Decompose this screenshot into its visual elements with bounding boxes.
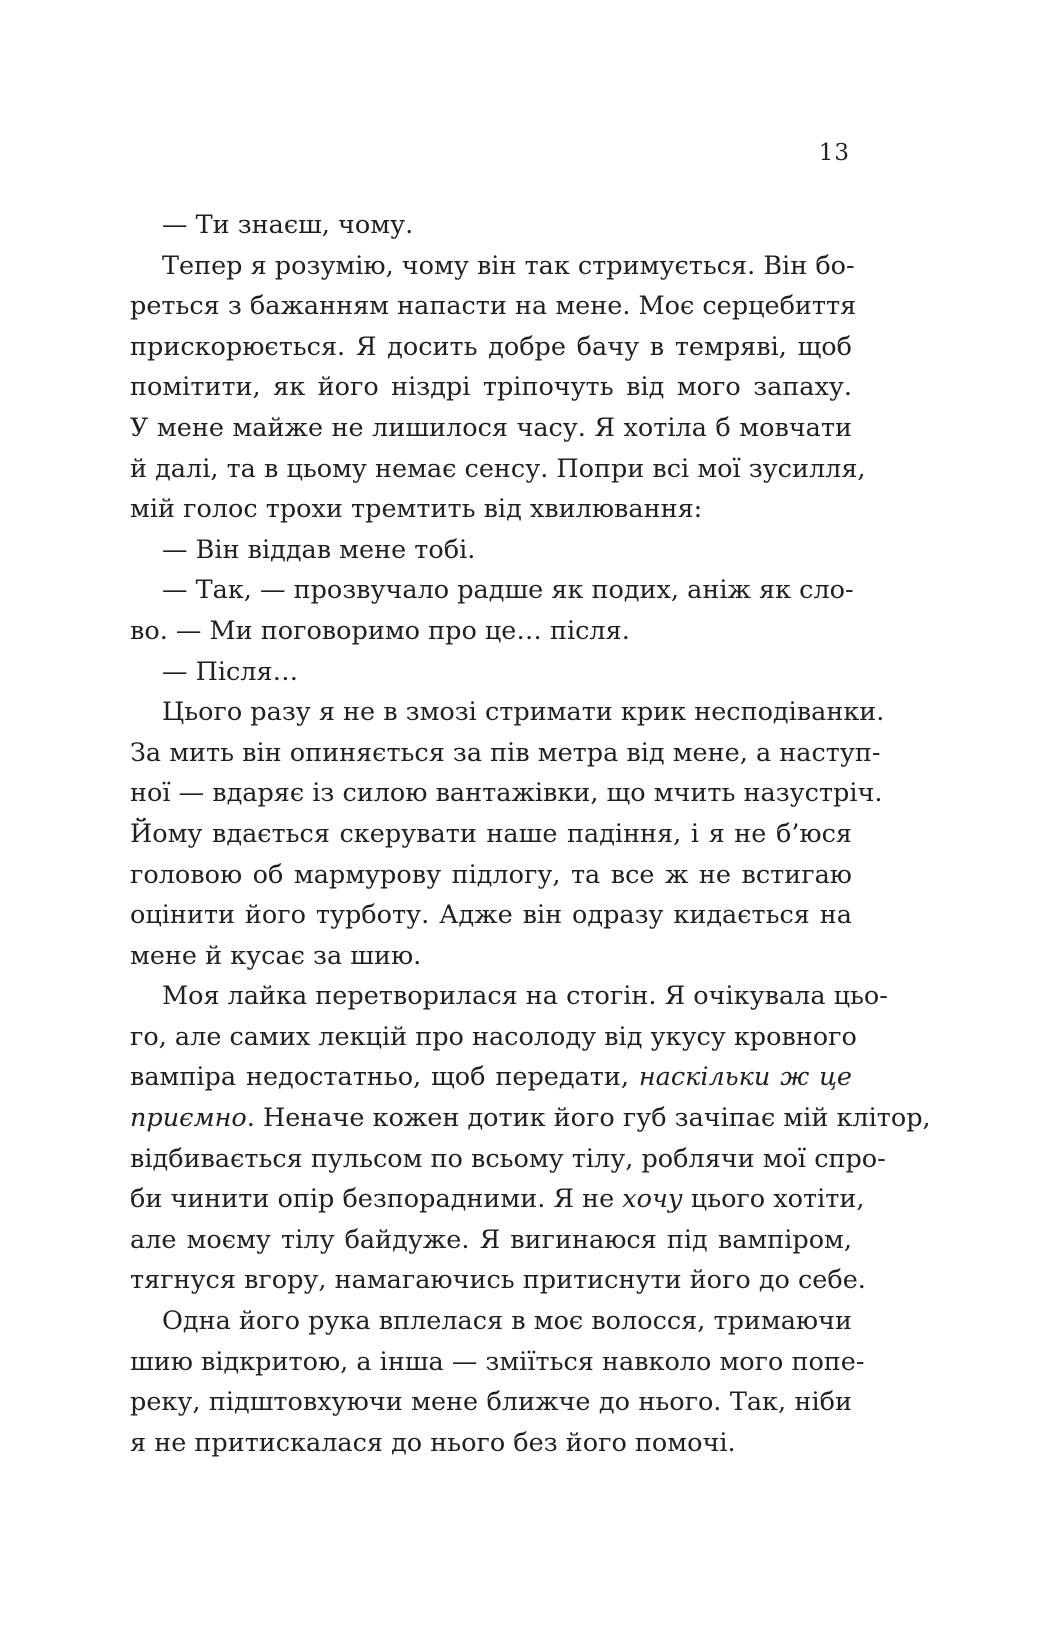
text-line: приємно. Неначе кожен дотик його губ зачіпає мій клітор, <box>130 1103 931 1134</box>
text-line: головою об мармурову підлогу, та все ж не встигаю <box>130 859 852 890</box>
text-line: помітити, як його ніздрі тріпочуть від мого запаху. <box>130 372 852 403</box>
text-line: мій голос трохи тремтить від хвилювання: <box>130 494 703 525</box>
text-line: У мене майже не лишилося часу. Я хотіла б мовчати <box>130 412 852 443</box>
text-line: оцінити його турботу. Адже він одразу кидається на <box>130 900 852 931</box>
text-line: — Так, — прозвучало радше як подих, аніж як сло- <box>162 575 854 606</box>
text-line: тягнуся вгору, намагаючись притиснути його до себе. <box>130 1265 866 1296</box>
text-line: За мить він опиняється за пів метра від мене, а наступ- <box>130 737 881 768</box>
text-line: реться з бажанням напасти на мене. Моє серцебиття <box>130 291 857 322</box>
text-line: ної — вдаряє із силою вантажівки, що мчить назустріч. <box>130 778 883 809</box>
text-line: Моя лайка перетворилася на стогін. Я очікувала цьо- <box>162 981 888 1012</box>
body-text <box>130 205 931 1463</box>
text-line: — Після… <box>162 656 299 687</box>
text-line: Йому вдається скерувати наше падіння, і я не б’юся <box>130 818 852 849</box>
text-line: але моєму тілу байдуже. Я вигинаюся під вампіром, <box>130 1224 852 1255</box>
text-line: відбивається пульсом по всьому тілу, роблячи мої спро- <box>130 1143 886 1174</box>
text-line: й далі, та в цьому немає сенсу. Попри всі мої зусилля, <box>130 453 866 484</box>
page-number: 13 <box>818 140 850 166</box>
text-line: вампіра недостатньо, щоб передати, наскільки ж це <box>130 1062 852 1093</box>
text-line: Одна його рука вплелася в моє волосся, тримаючи <box>162 1306 852 1337</box>
text-line: шию відкритою, а інша — зміїться навколо мого попе- <box>130 1346 865 1377</box>
text-line: — Ти знаєш, чому. <box>162 210 414 240</box>
text-line: прискорюється. Я досить добре бачу в темряві, щоб <box>130 331 852 362</box>
text-line: Тепер я розумію, чому він так стримується. Він бо- <box>162 250 855 281</box>
text-line: Цього разу я не в змозі стримати крик несподіванки. <box>162 697 885 728</box>
text-line: би чинити опір безпорадними. Я не хочу цього хотіти, <box>130 1184 865 1215</box>
text-line: — Він віддав мене тобі. <box>162 534 476 565</box>
text-line: я не притискалася до нього без його помочі. <box>130 1427 736 1458</box>
text-line: го, але самих лекцій про насолоду від укусу кровного <box>130 1021 857 1052</box>
text-line: реку, підштовхуючи мене ближче до нього. Так, ніби <box>130 1387 852 1418</box>
text-line: мене й кусає за шию. <box>130 940 422 971</box>
text-line: во. — Ми поговоримо про це… після. <box>130 615 630 646</box>
